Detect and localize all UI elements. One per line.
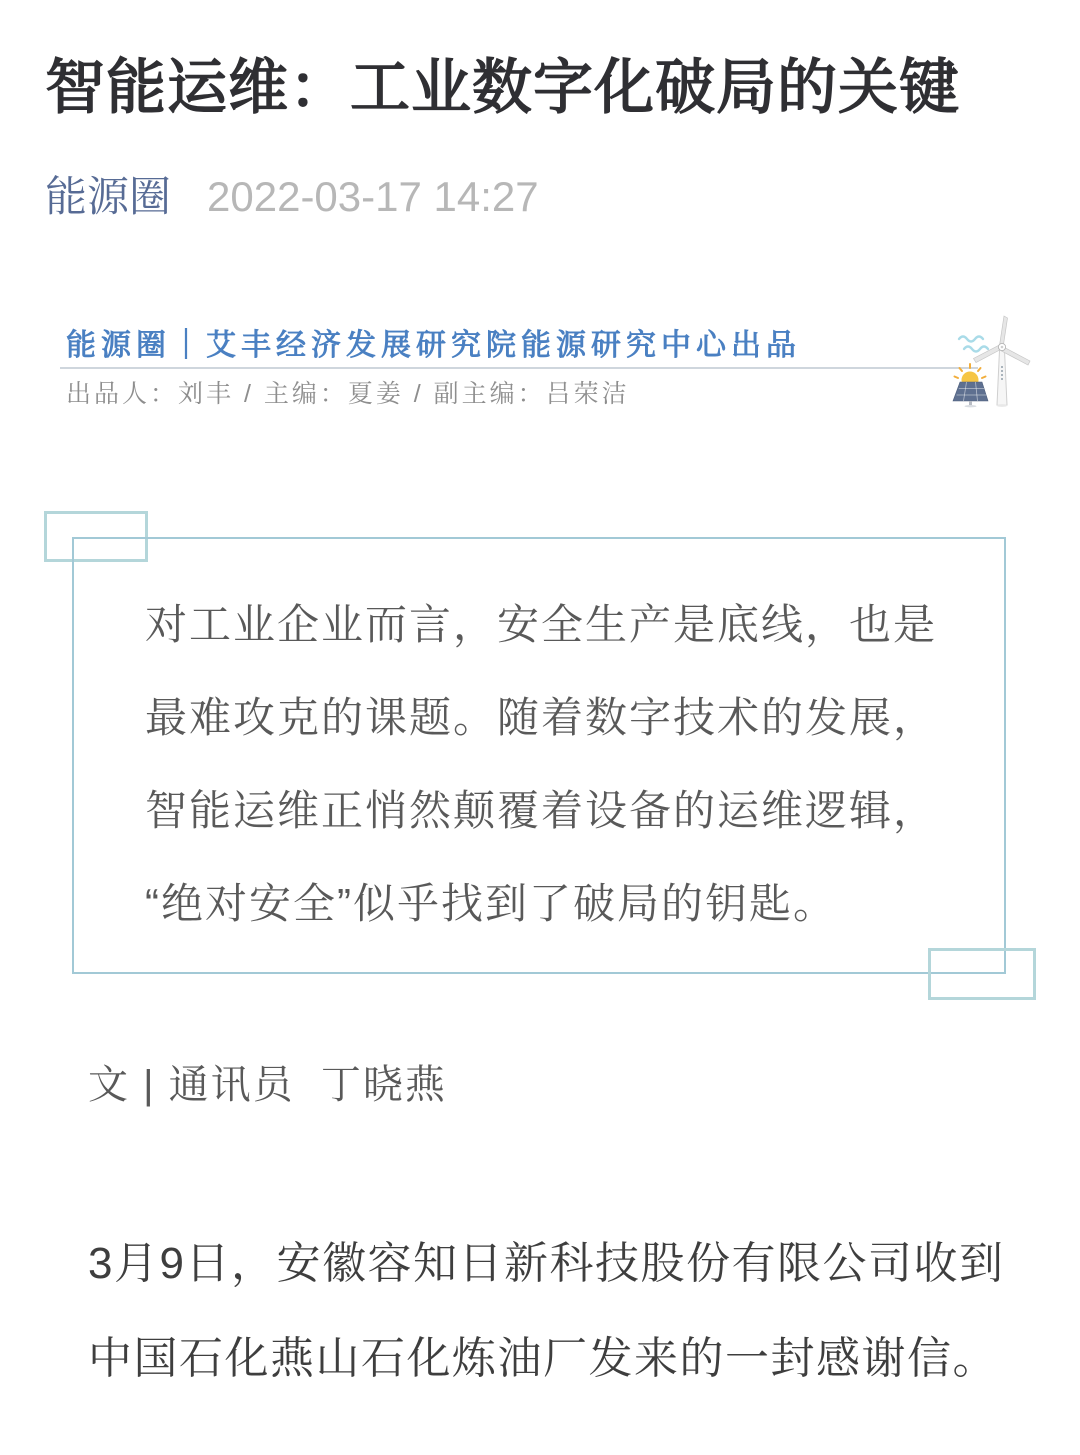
banner-credits: 出品人：刘丰 / 主编：夏姜 / 副主编：吕荣洁 <box>66 380 630 408</box>
quote-text <box>145 578 965 950</box>
body-paragraph-line: 3月9日，安徽容知日新科技股份有限公司收到 <box>88 1239 1005 1288</box>
quote-line: 对工业企业而言，安全生产是底线，也是 <box>145 601 938 648</box>
banner-title: 能源圈｜艾丰经济发展研究院能源研究中心出品 <box>66 329 801 362</box>
article-title: 智能运维：工业数字化破局的关键 <box>45 54 960 121</box>
publish-timestamp: 2022-03-17 14:27 <box>207 173 539 220</box>
banner-divider <box>60 367 978 369</box>
water-waves-icon <box>959 337 988 352</box>
clean-energy-illustration <box>943 308 1043 418</box>
quote-line: 最难攻克的课题。随着数字技术的发展， <box>145 694 938 741</box>
quote-corner-decoration-bottom-right <box>928 948 1036 1000</box>
quote-line: 智能运维正悄然颠覆着设备的运维逻辑， <box>145 787 938 834</box>
account-name-link[interactable]: 能源圈 <box>45 173 172 220</box>
article-meta <box>45 168 539 226</box>
body-paragraph <box>88 1216 1028 1406</box>
author-credit-line: 文 | 通讯员 丁晓燕 <box>88 1063 447 1107</box>
masthead-banner <box>60 308 1020 418</box>
body-paragraph-line: 中国石化燕山石化炼油厂发来的一封感谢信。 <box>88 1334 998 1383</box>
sun-solar-panel-icon <box>953 364 988 407</box>
quote-line: “绝对安全”似乎找到了破局的钥匙。 <box>145 880 837 927</box>
